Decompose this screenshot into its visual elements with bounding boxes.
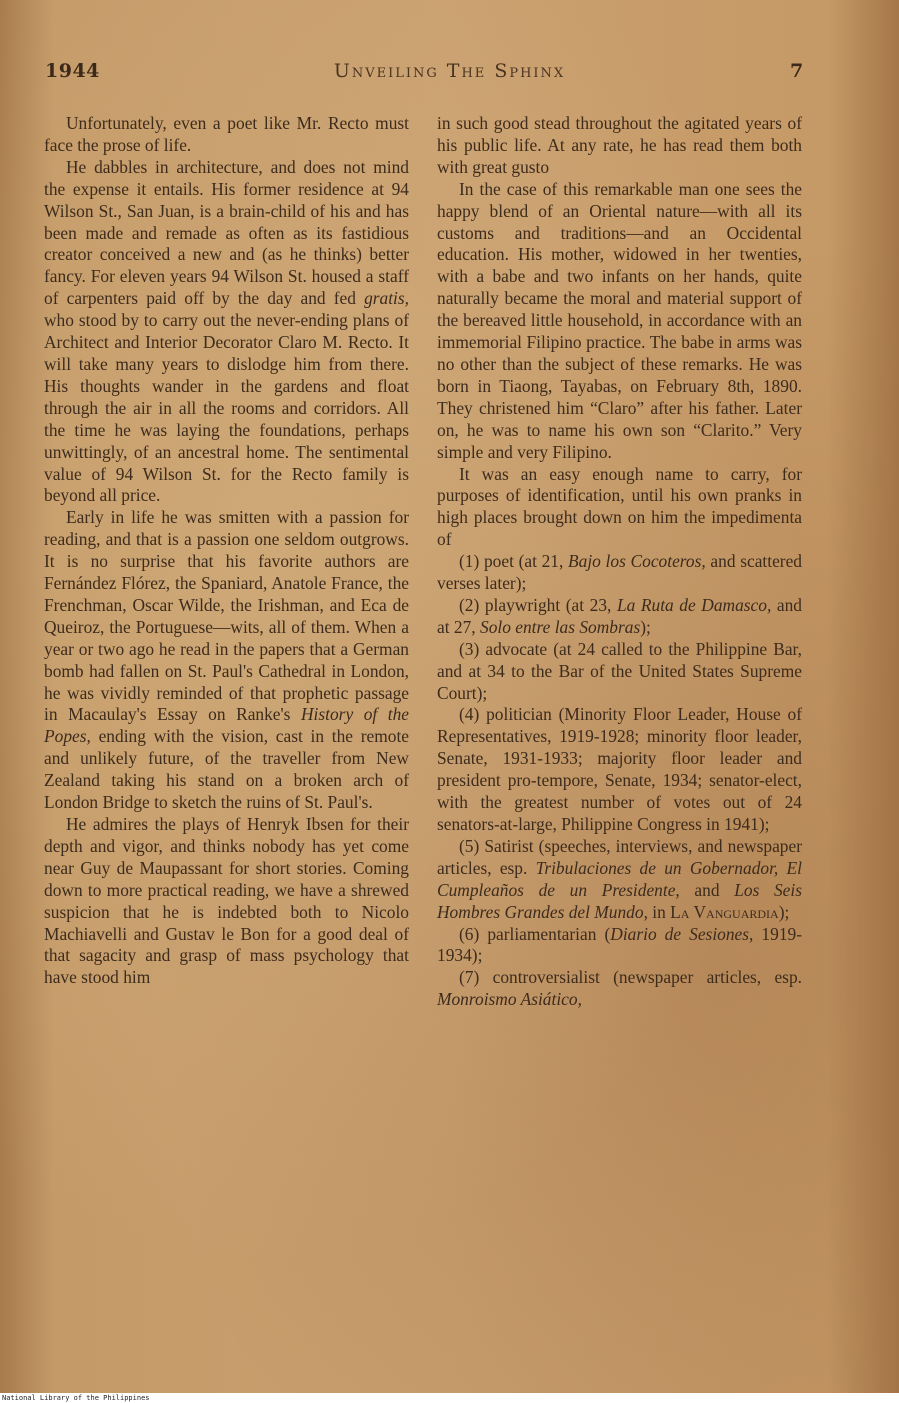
paragraph: It was an easy enough name to carry, for purposes of identification, until his own pranks in high places brought down on him the impedimenta of bbox=[437, 463, 802, 550]
paragraph: in such good stead throughout the agitated years of his public life. At any rate, he has read them both with great gusto bbox=[437, 113, 802, 177]
list-item: (7) controversialist (newspaper articles, esp. Monroismo Asiático, bbox=[437, 967, 802, 1010]
paragraph: He dabbles in architecture, and does not mind the expense it entails. His former residence at 94 Wilson St., San Juan, is a brain-child of his and has been made and remade as often as its fastidious creator conceived a new and (as he thinks) better fancy. For eleven years 94 Wilson St. housed a staff of carpenters paid off by the day and fed gratis, who stood by to carry out the never-ending plans of Architect and Interior Decorator Claro M. Recto. It will take many years to dislodge him from there. His thoughts wander in the gardens and float through the air in all the rooms and corridors. All the time he was laying the foundations, perhaps unwittingly, of an ancestral home. The sentimental value of 94 Wilson St. for the Recto family is beyond all price. bbox=[44, 156, 409, 506]
paragraph: Unfortunately, even a poet like Mr. Recto must face the prose of life. bbox=[44, 113, 409, 155]
list-item: (3) advocate (at 24 called to the Philippine Bar, and at 34 to the Bar of the United States Supreme Court); bbox=[437, 638, 802, 703]
list-item: (1) poet (at 21, Bajo los Cocoteros, and scattered verses later); bbox=[437, 551, 803, 594]
scan-credit-bar bbox=[0, 1393, 899, 1403]
running-head-title: Unveiling The Sphinx bbox=[333, 60, 566, 82]
list-item: (5) Satirist (speeches, interviews, and newspaper articles, esp. Tribulaciones de un Gobernador, El Cumpleaños de un Presidente, and Los Seis Hombres Grandes del Mundo, in La Vanguardia); bbox=[437, 835, 802, 922]
paragraph: He admires the plays of Henryk Ibsen for their depth and vigor, and thinks nobody has yet come near Guy de Maupassant for short stories. Coming down to more practical reading, we have a shrewed suspicion that he is indebted both to Nicolo Machiavelli and Gustav le Bon for a good deal of that sagacity and grasp of mass psychology that have stood him bbox=[44, 814, 409, 988]
running-head-year: 1944 bbox=[45, 60, 100, 82]
paragraph: In the case of this remarkable man one sees the happy blend of an Oriental nature—with all its customs and traditions—and an Occidental education. His mother, widowed in her twenties, with a babe and two infants on her hands, quite naturally became the moral and material support of the bereaved little household, in accordance with an immemorial Filipino practice. The babe in arms was no other than the subject of these remarks. He was born in Tiaong, Tayabas, on February 8th, 1890. They christened him “Claro” after his father. Later on, he was to name his own son “Clarito.” Very simple and very Filipino. bbox=[437, 178, 802, 462]
list-item: (4) politician (Minority Floor Leader, House of Representatives, 1919-1928; minority floor leader, Senate, 1931-1933; majority floor leader and president pro-tempore, Senate, 1934; senator-elect, with the greatest number of votes out of 24 senators-at-large, Philippine Congress in 1941); bbox=[437, 704, 802, 834]
scan-credit: National Library of the Philippines bbox=[2, 1394, 150, 1402]
right-column bbox=[437, 113, 802, 1011]
paragraph: Early in life he was smitten with a passion for reading, and that is a passion one seldom outgrows. It is no surprise that his favorite authors are Fernández Flórez, the Spaniard, Anatole France, the Frenchman, Oscar Wilde, the Irishman, and Eca de Queiroz, the Portuguese—wits, all of them. When a year or two ago he read in the papers that a German bomb had fallen on St. Paul's Cathedral in London, he was vividly reminded of that prophetic passage in Macaulay's Essay on Ranke's History of the Popes, ending with the vision, cast in the remote and unlikely future, of the traveller from New Zealand taking his stand on a broken arch of London Bridge to sketch the ruins of St. Paul's. bbox=[44, 507, 410, 813]
list-item: (6) parliamentarian (Diario de Sesiones, 1919-1934); bbox=[437, 923, 802, 966]
left-column bbox=[44, 113, 409, 989]
list-item: (2) playwright (at 23, La Ruta de Damasco, and at 27, Solo entre las Sombras); bbox=[437, 594, 802, 637]
page-number: 7 bbox=[790, 60, 804, 82]
